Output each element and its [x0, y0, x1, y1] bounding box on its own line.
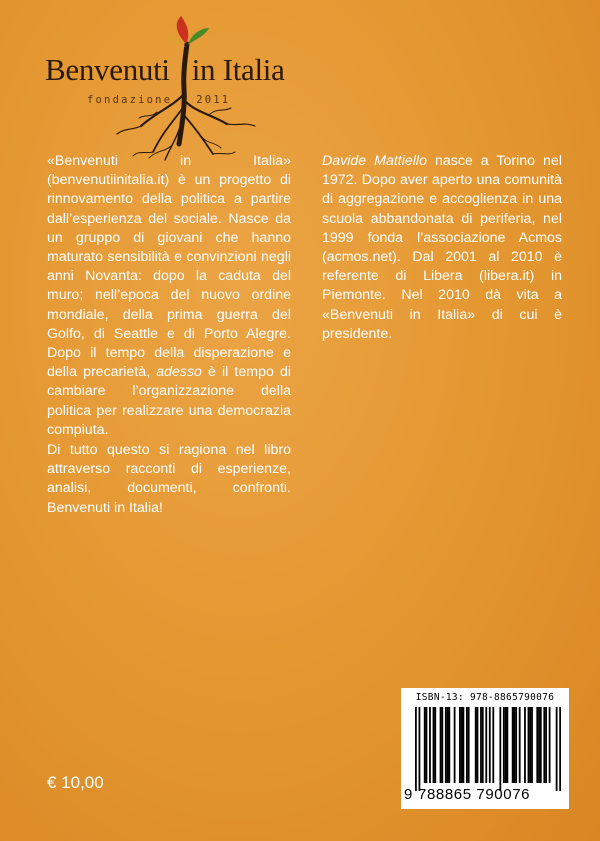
barcode-bar: [415, 707, 417, 791]
barcode-bar: [480, 707, 482, 783]
description-closing: Di tutto questo si ragiona nel libro attraverso racconti di esperienze, analisi, documenti, confronti. Benvenuti in Italia!: [47, 442, 291, 516]
barcode-bar: [538, 707, 540, 783]
logo-title-part2: in Italia: [191, 52, 285, 87]
barcode-bar: [429, 707, 431, 783]
barcode-bar: [536, 707, 538, 783]
description-text-end: è il tempo di cambiare l’organizzazione della politica per realizzare una democrazia compiuta.: [47, 364, 291, 438]
barcode-bar: [531, 707, 533, 783]
barcode-bar: [482, 707, 484, 783]
author-bio-text: nasce a Torino nel 1972. Dopo aver aperto una comunità di aggregazione e accoglienza in una scuola abbandonata di periferia, nel 1999 fonda l’associazione Acmos (acmos.net). Dal 2001 al 2010 è referente di Libera (libera.it) in Piemonte. Nel 2010 dà vita a «Benvenuti in Italia» di cui è presidente.: [322, 153, 562, 342]
logo-subtitle-text: fondazione: [87, 94, 173, 106]
logo-title: [45, 52, 285, 88]
barcode-bar: [528, 707, 530, 783]
price-label: € 10,00: [47, 773, 104, 792]
barcode-bar: [515, 707, 517, 783]
tree-roots-logo-icon: [45, 14, 285, 164]
barcode-bar: [441, 707, 443, 783]
author-bio: [322, 152, 562, 344]
isbn-barcode: [401, 688, 569, 809]
barcode-bar: [477, 707, 479, 783]
barcode-bar: [489, 707, 491, 783]
logo-year: 2011: [196, 94, 231, 106]
barcode-bar: [529, 707, 531, 783]
book-description: [47, 152, 291, 518]
barcode-bar: [462, 707, 464, 783]
foundation-logo: [45, 14, 285, 164]
barcode-bar: [447, 707, 449, 783]
barcode-bar: [549, 707, 551, 783]
barcode-bar: [505, 707, 507, 783]
barcode-bar: [448, 707, 450, 783]
barcode-bar: [499, 707, 501, 791]
barcode-bar: [459, 707, 461, 783]
barcode-bar: [426, 707, 428, 783]
ean-digits: 788865 790076: [418, 786, 531, 803]
barcode-bar: [543, 707, 545, 783]
barcode-bar: [461, 707, 463, 783]
barcode-bar: [433, 707, 435, 783]
barcode-bar: [540, 707, 542, 783]
description-paragraph: [47, 152, 291, 440]
ean-first-digit: 9: [404, 786, 413, 803]
barcode-bar: [424, 707, 426, 783]
isbn-label: ISBN-13: 978-8865790076: [415, 692, 555, 703]
barcode-bar: [419, 707, 421, 791]
barcode-bar: [475, 707, 477, 783]
barcode-bar: [506, 707, 508, 783]
logo-subtitle: [87, 94, 230, 106]
barcode-bar: [545, 707, 547, 783]
barcode-bar: [559, 707, 561, 791]
barcode-bar: [445, 707, 447, 783]
barcode-bar: [519, 707, 521, 783]
author-bio-paragraph: [322, 152, 562, 344]
description-text: «Benvenuti in Italia» (benvenutiinitalia.it) è un progetto di rinnovamento della politica a partire dall’esperienza del sociale. Nasce da un gruppo di giovani che hanno maturato sensibilità e convinzioni negli anni Novanta: dopo la caduta del muro; nell’epoca del nuovo ordine mondiale, della prima guerra del Golfo, di Seattle e di Porto Alegre. Dopo il tempo della disperazione e della precarietà,: [47, 153, 291, 381]
barcode-bar: [524, 707, 526, 783]
barcode-bar: [503, 707, 505, 783]
barcode-bar: [556, 707, 558, 791]
barcode-bar: [434, 707, 436, 783]
barcode-bar: [512, 707, 514, 783]
barcode-bar: [468, 707, 470, 783]
logo-title-part1: Benvenuti: [45, 52, 170, 87]
barcode-bar: [440, 707, 442, 783]
barcode-bar: [466, 707, 468, 783]
barcode-bar: [492, 707, 494, 783]
description-emphasis: adesso: [156, 364, 202, 381]
author-name: Davide Mattiello: [322, 153, 427, 169]
barcode-bar: [485, 707, 487, 783]
barcode-bars: [415, 707, 561, 791]
barcode-bar: [514, 707, 516, 783]
barcode-bar: [454, 707, 456, 783]
